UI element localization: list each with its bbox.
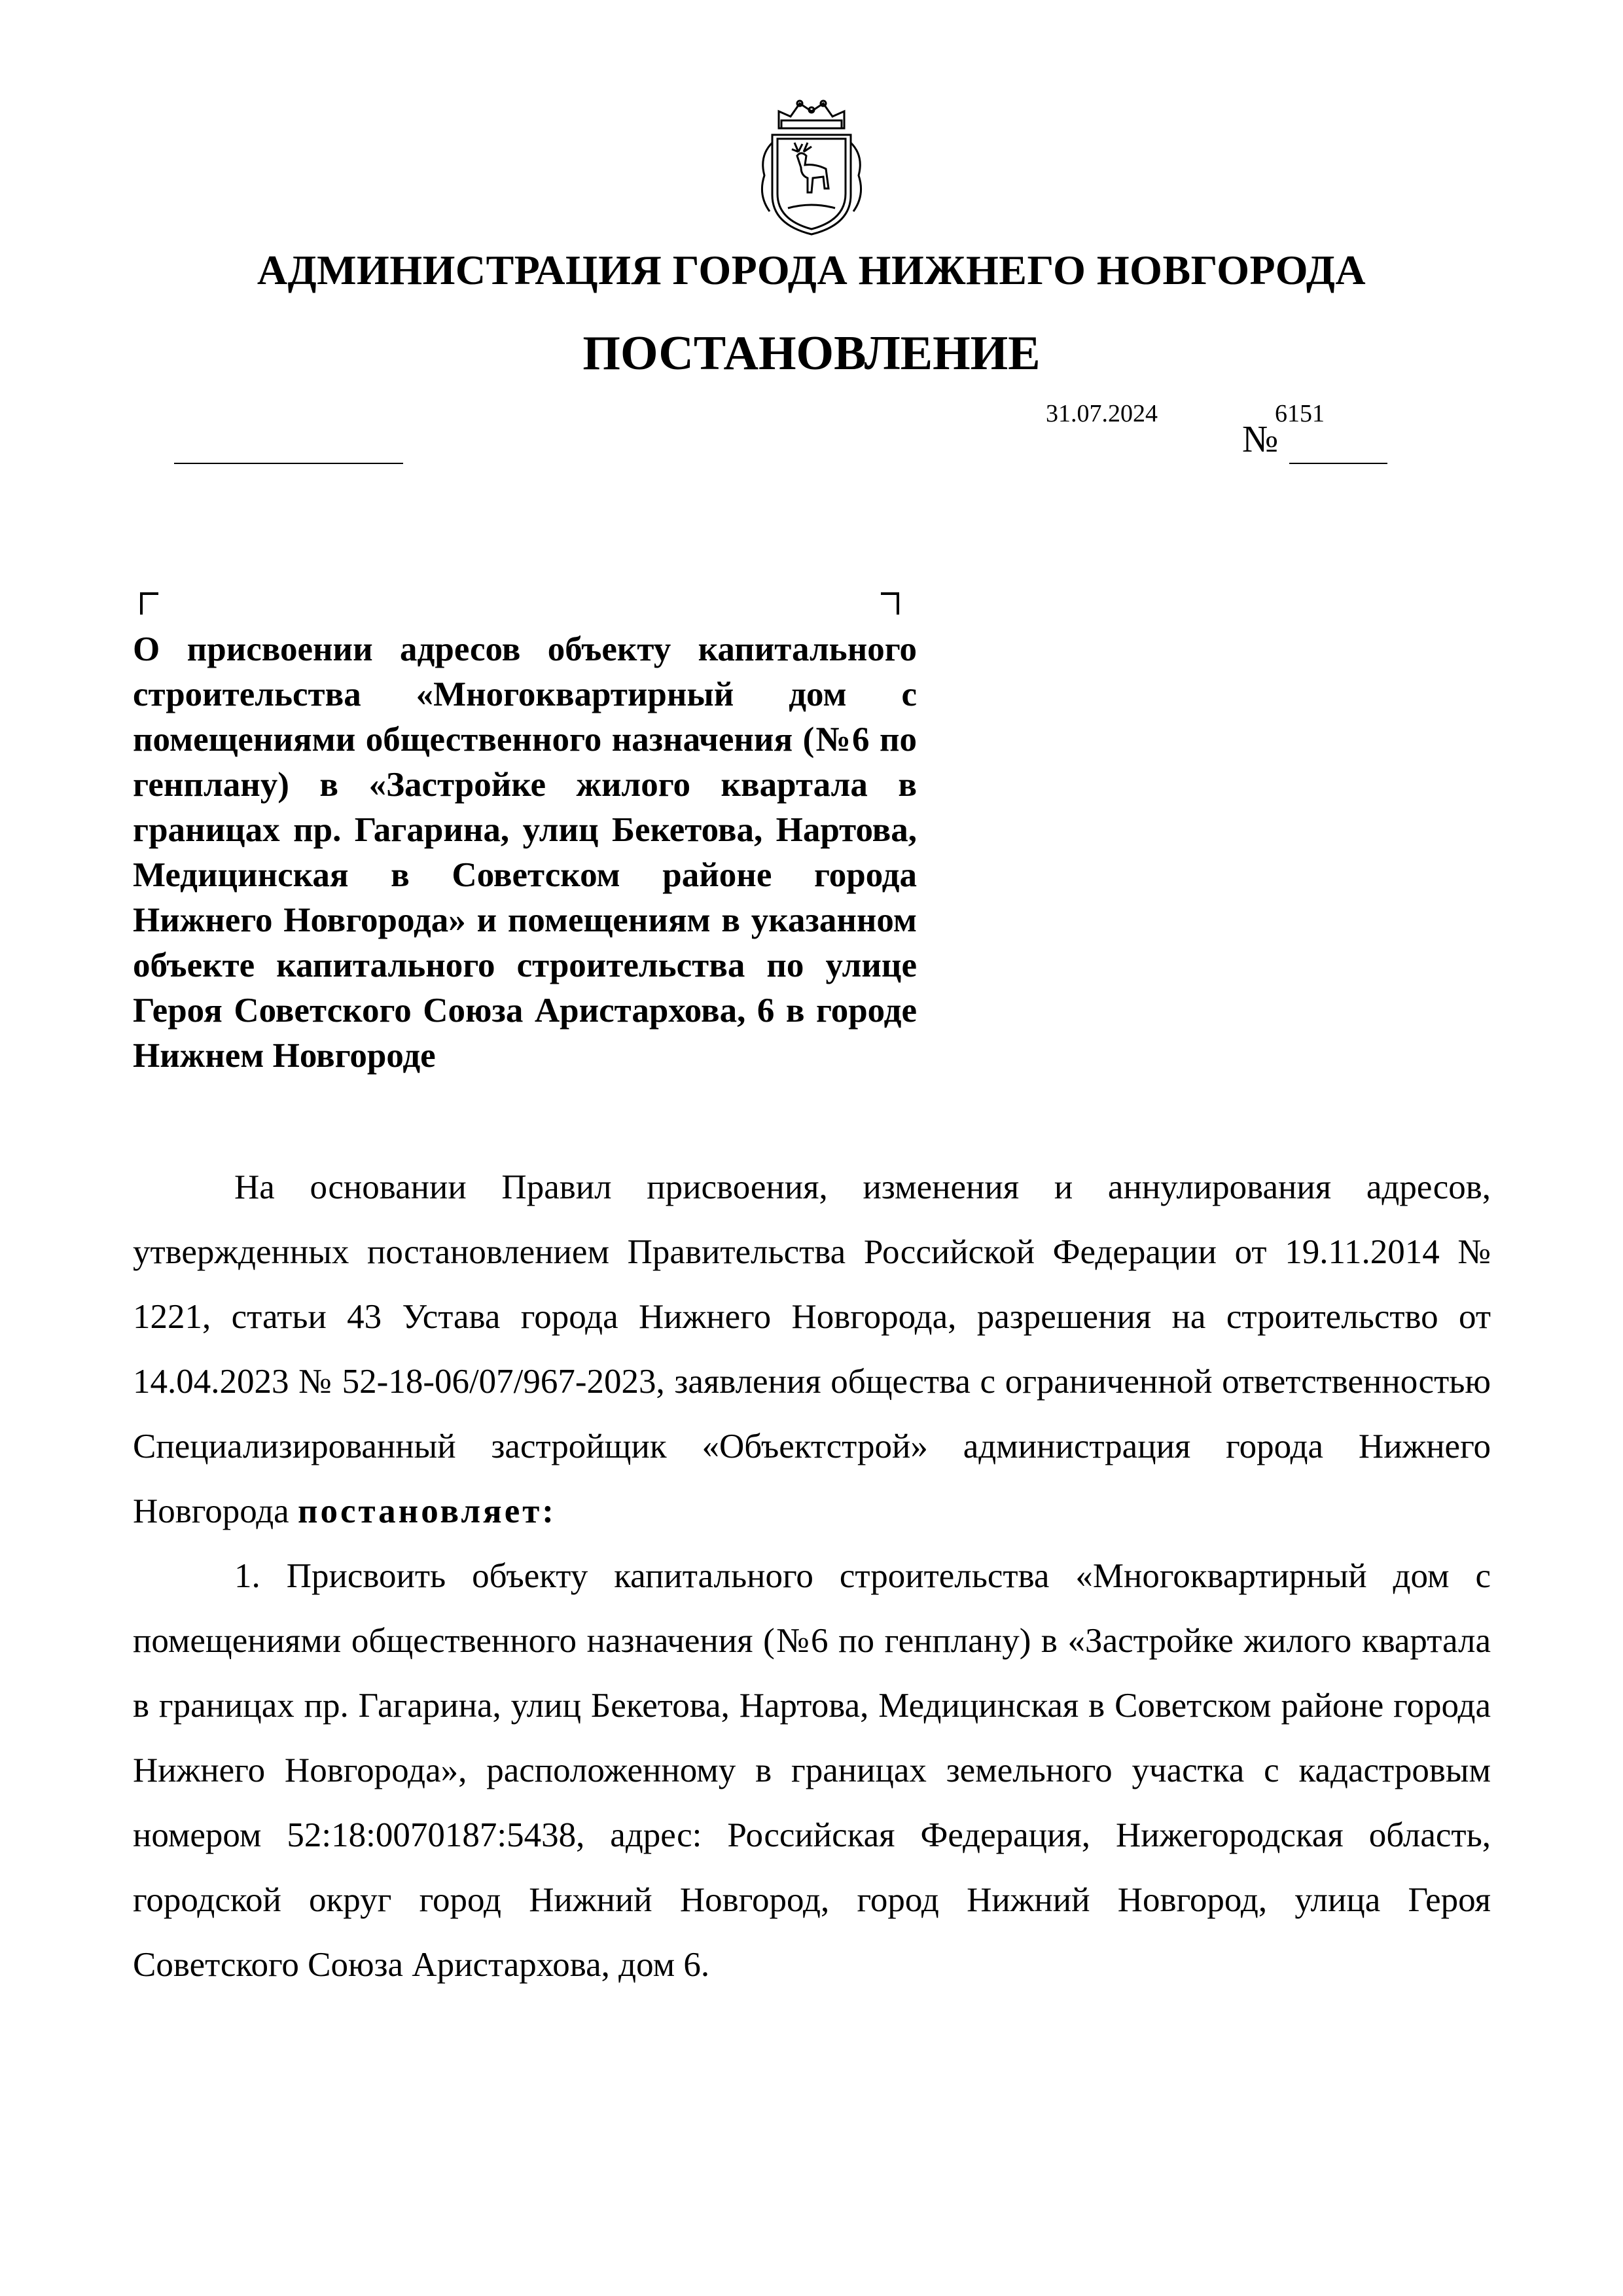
document-type: ПОСТАНОВЛЕНИЕ: [582, 327, 1041, 380]
blank-date-line: [174, 463, 403, 464]
coat-of-arms-icon: [753, 97, 870, 238]
document-date: 31.07.2024: [1046, 400, 1158, 427]
document-subject: О присвоении адресов объекту капитального строительства «Многоквартирный дом с помещениями общественного назначения (№6 по генплану) в «Застройке жилого квартала в границах пр. Гагарина, улиц Бекетова, Нартова, Медицинская в Советском районе города Нижнего Новгорода» и помещениям в указанном объекте капитального строительства по улице Героя Советского Союза Аристархова, 6 в городе Нижнем Новгороде: [133, 630, 917, 1075]
number-sign: №: [1242, 418, 1279, 460]
subject-corner-left: [140, 592, 158, 615]
number-line: [1289, 463, 1387, 464]
preamble-text: На основании Правил присвоения, изменения и аннулирования адресов, утвержденных постановлением Правительства Российской Федерации от 19.11.2014 № 1221, статьи 43 Устава города Нижнего Новгорода, разрешения на строительство от 14.04.2023 № 52-18-06/07/967-2023, заявления общества с ограниченной ответственностью Специализированный застройщик «Объектстрой» администрация города Нижнего Новгорода: [133, 1168, 1491, 1530]
document-number: 6151: [1275, 400, 1325, 427]
subject-corner-right: [881, 592, 899, 615]
organization-title: АДМИНИСТРАЦИЯ ГОРОДА НИЖНЕГО НОВГОРОДА: [257, 247, 1366, 293]
preamble-paragraph: [133, 1155, 1491, 1544]
decree-word: постановляет:: [297, 1492, 556, 1530]
document-body: [133, 1155, 1491, 1998]
clause-1-paragraph: 1. Присвоить объекту капитального строительства «Многоквартирный дом с помещениями общественного назначения (№6 по генплану) в «Застройке жилого квартала в границах пр. Гагарина, улиц Бекетова, Нартова, Медицинская в Советском районе города Нижнего Новгорода», расположенному в границах земельного участка с кадастровым номером 52:18:0070187:5438, адрес: Российская Федерация, Нижегородская область, городской округ город Нижний Новгород, город Нижний Новгород, улица Героя Советского Союза Аристархова, дом 6.: [133, 1557, 1491, 1984]
